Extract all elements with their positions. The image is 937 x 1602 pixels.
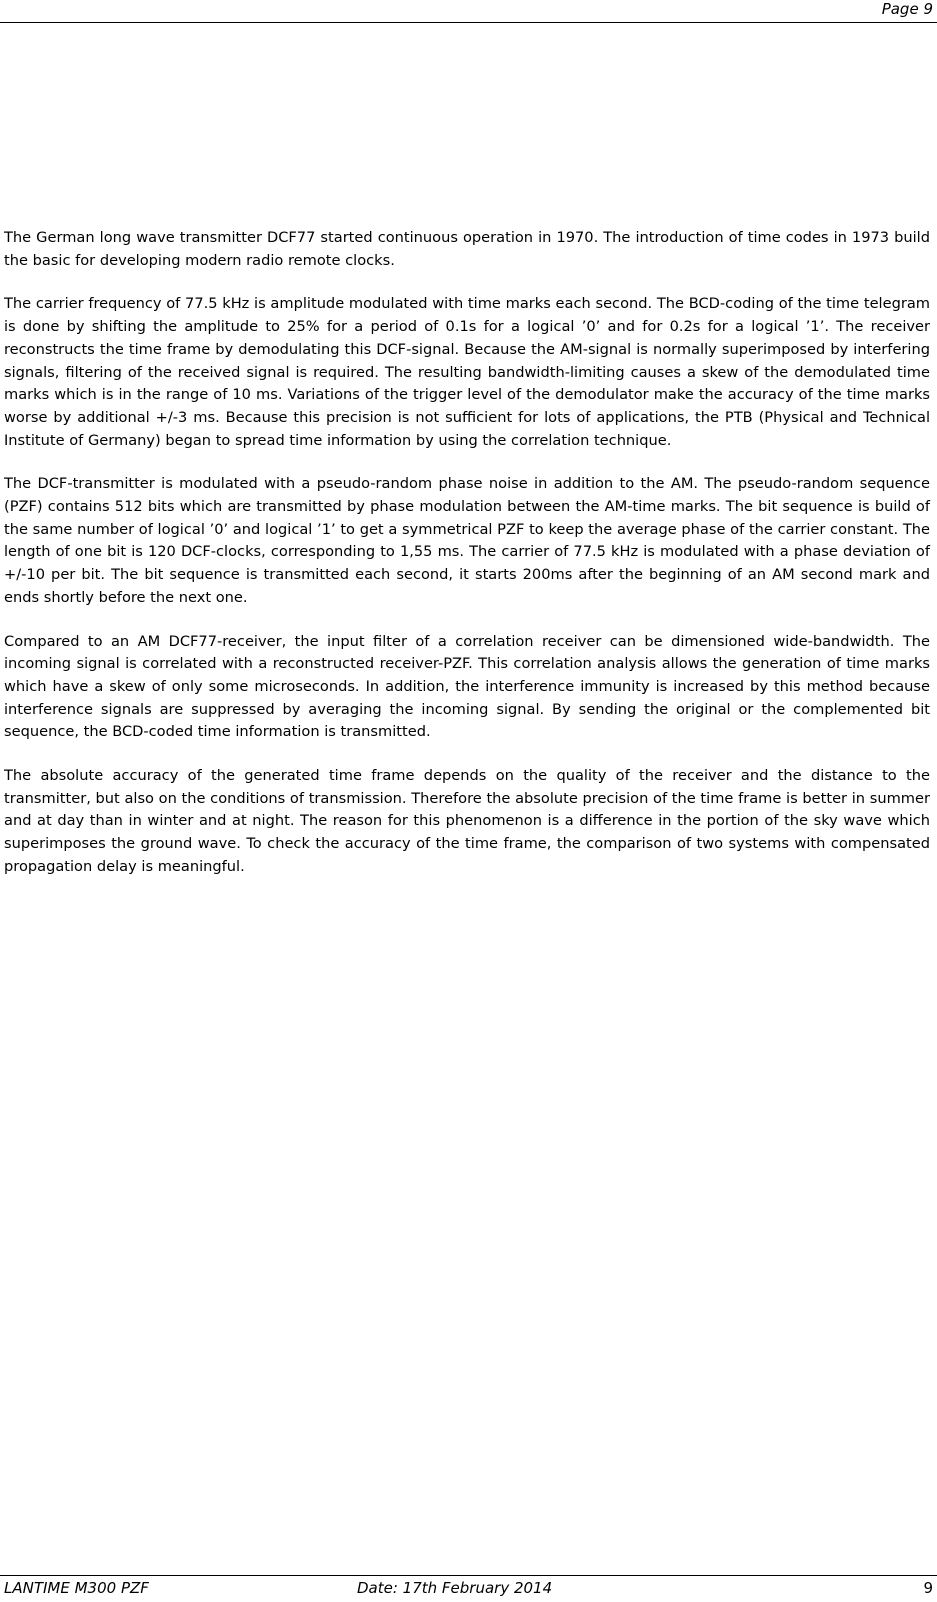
footer-date: Date: 17th February 2014 [357,1579,553,1597]
page-header [0,0,937,23]
document-body [4,227,930,900]
page-footer [0,1575,937,1602]
paragraph-dcf77-history: The German long wave transmitter DCF77 started continuous operation in 1970. The introduction of time codes in 1973 build the basic for developing modern radio remote clocks. [4,229,930,269]
footer-page-number: 9 [923,1579,933,1597]
paragraph-phase-noise: The DCF-transmitter is modulated with a pseudo-random phase noise in addition to the AM. The pseudo-random sequence (PZF) contains 512 bits which are transmitted by phase modulation between the AM-time marks. The bit sequence is build of the same number of logical ’0’ and logical ’1’ to get a symmetrical PZF to keep the average phase of the carrier constant. The length of one bit is 120 DCF-clocks, corresponding to 1,55 ms. The carrier of 77.5 kHz is modulated with a phase deviation of +/-10 per bit. The bit sequence is transmitted each second, it starts 200ms after the beginning of an AM second mark and ends shortly before the next one. [4,475,930,606]
paragraph-absolute-accuracy: The absolute accuracy of the generated time frame depends on the quality of the receiver and the distance to the transmitter, but also on the conditions of transmission. Therefore the absolute precision of the time frame is better in summer and at day than in winter and at night. The reason for this phenomenon is a difference in the portion of the sky wave which superimposes the ground wave. To check the accuracy of the time frame, the comparison of two systems with compensated propagation delay is meaningful. [4,767,930,875]
paragraph-correlation-receiver: Compared to an AM DCF77-receiver, the input filter of a correlation receiver can be dimensioned wide-bandwidth. The incoming signal is correlated with a reconstructed receiver-PZF. This correlation analysis allows the generation of time marks which have a skew of only some microseconds. In addition, the interference immunity is increased by this method because interference signals are suppressed by averaging the incoming signal. By sending the original or the complemented bit sequence, the BCD-coded time information is transmitted. [4,632,930,741]
footer-product-name: LANTIME M300 PZF [4,1579,149,1597]
page-label: Page 9 [881,0,933,18]
paragraph-amplitude-modulation: The carrier frequency of 77.5 kHz is amplitude modulated with time marks each second. The BCD-coding of the time telegram is done by shifting the amplitude to 25% for a period of 0.1s for a logical ’0’ and for 0.2s for a logical ’1’. The receiver reconstructs the time frame by demodulating this DCF-signal. Because the AM-signal is normally superimposed by interfering signals, filtering of the received signal is required. The resulting bandwidth-limiting causes a skew of the demodulated time marks which is in the range of 10 ms. Variations of the trigger level of the demodulator make the accuracy of the time marks worse by additional +/-3 ms. Because this precision is not sufficient for lots of applications, the PTB (Physical and Technical Institute of Germany) began to spread time information by using the correlation technique. [4,295,930,449]
